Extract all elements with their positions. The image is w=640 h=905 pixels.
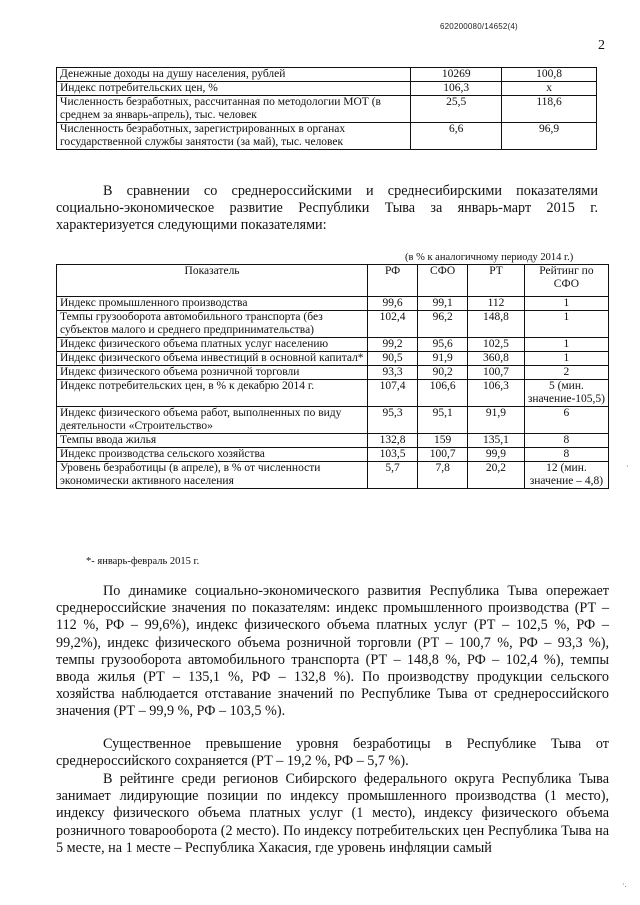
indicator-cell: Уровень безработицы (в апреле), в % от численности экономически активного населения: [57, 462, 368, 489]
footnote: *- январь-февраль 2015 г.: [86, 556, 200, 567]
row-label: Численность безработных, рассчитанная по методологии МОТ (в среднем за январь-апрель), тыс. человек: [57, 96, 411, 123]
indicator-cell: Темпы грузооборота автомобильного транспорта (без субъектов малого и среднего предпринимательства): [57, 311, 368, 338]
paragraph-dynamics: По динамике социально-экономического развития Республика Тыва опережает среднероссийские значения по показателям: индекс промышленного производства (РТ – 112 %, РФ – 99,6%), индекс физического объема платных услуг (РТ – 102,5 %, РФ – 99,2%), индекс физического объема розничной торговли (РТ – 100,7 %, РФ – 93,3 %), темпы грузооборота автомобильного транспорта (РТ – 148,8 %, РФ – 102,4 %), темпы ввода жилья (РТ – 135,1 %, РФ – 132,8 %). По производству продукции сельского хозяйства наблюдается отставание значений по Республике Тыва от среднероссийского значения (РТ – 99,9 %, РФ – 103,5 %).: [56, 583, 609, 720]
rf-cell: 90,5: [368, 352, 418, 366]
row-percent: 100,8: [502, 68, 597, 82]
comparison-table-row: [57, 380, 609, 407]
sfo-cell: 7,8: [418, 462, 468, 489]
sfo-cell: 95,6: [418, 338, 468, 352]
rt-cell: 112: [468, 297, 525, 311]
comparison-table-row: [57, 311, 609, 338]
rf-cell: 99,6: [368, 297, 418, 311]
sfo-cell: 95,1: [418, 407, 468, 434]
sfo-cell: 106,6: [418, 380, 468, 407]
rt-cell: 20,2: [468, 462, 525, 489]
rf-cell: 5,7: [368, 462, 418, 489]
income-table-row: [57, 68, 597, 82]
rt-cell: 100,7: [468, 366, 525, 380]
income-table: [56, 67, 597, 150]
row-percent: x: [502, 82, 597, 96]
rt-cell: 148,8: [468, 311, 525, 338]
comparison-table-row: [57, 366, 609, 380]
rt-cell: 360,8: [468, 352, 525, 366]
indicator-cell: Индекс физического объема работ, выполненных по виду деятельности «Строительство»: [57, 407, 368, 434]
header-sfo: СФО: [418, 265, 468, 297]
row-percent: 118,6: [502, 96, 597, 123]
indicator-cell: Индекс производства сельского хозяйства: [57, 448, 368, 462]
rf-cell: 99,2: [368, 338, 418, 352]
margin-mark-top: ·: [626, 462, 629, 471]
sfo-cell: 91,9: [418, 352, 468, 366]
rt-cell: 135,1: [468, 434, 525, 448]
rank-cell: 2: [524, 366, 608, 380]
comparison-table-row: [57, 407, 609, 434]
row-value: 106,3: [411, 82, 502, 96]
income-table-row: [57, 96, 597, 123]
margin-mark-bottom: ·.: [622, 880, 627, 889]
indicator-cell: Индекс физического объема розничной торговли: [57, 366, 368, 380]
income-table-row: [57, 123, 597, 150]
rank-cell: 1: [524, 297, 608, 311]
indicator-cell: Индекс физического объема инвестиций в основной капитал*: [57, 352, 368, 366]
rank-cell: 5 (мин. значение-105,5): [524, 380, 608, 407]
comparison-table-row: [57, 434, 609, 448]
rank-cell: 8: [524, 434, 608, 448]
rf-cell: 132,8: [368, 434, 418, 448]
rt-cell: 99,9: [468, 448, 525, 462]
row-value: 10269: [411, 68, 502, 82]
comparison-header-row: [57, 265, 609, 297]
row-label: Денежные доходы на душу населения, рублей: [57, 68, 411, 82]
paragraph-rating: В рейтинге среди регионов Сибирского федерального округа Республика Тыва занимает лидирующие позиции по индексу промышленного производства (1 место), индексу физического объема платных услуг (1 место), индексу физического объема розничного товарооборота (2 место). По индексу потребительских цен Республика Тыва на 5 месте, на 1 месте – Республика Хакасия, где уровень инфляции самый: [56, 771, 609, 856]
row-label: Индекс потребительских цен, %: [57, 82, 411, 96]
rt-cell: 106,3: [468, 380, 525, 407]
row-percent: 96,9: [502, 123, 597, 150]
rank-cell: 1: [524, 352, 608, 366]
paragraph-unemployment: Существенное превышение уровня безработицы в Республике Тыва от среднероссийского сохраняется (РТ – 19,2 %, РФ – 5,7 %).: [56, 736, 609, 770]
row-value: 6,6: [411, 123, 502, 150]
rf-cell: 103,5: [368, 448, 418, 462]
rank-cell: 1: [524, 311, 608, 338]
sfo-cell: 159: [418, 434, 468, 448]
sfo-cell: 90,2: [418, 366, 468, 380]
comparison-table: [56, 264, 609, 489]
indicator-cell: Индекс промышленного производства: [57, 297, 368, 311]
sfo-cell: 100,7: [418, 448, 468, 462]
page-number: 2: [598, 38, 605, 53]
rf-cell: 93,3: [368, 366, 418, 380]
row-value: 25,5: [411, 96, 502, 123]
rank-cell: 12 (мин. значение – 4,8): [524, 462, 608, 489]
comparison-table-row: [57, 297, 609, 311]
header-rank: Рейтинг по СФО: [524, 265, 608, 297]
sfo-cell: 99,1: [418, 297, 468, 311]
comparison-table-row: [57, 352, 609, 366]
rank-cell: 1: [524, 338, 608, 352]
rt-cell: 102,5: [468, 338, 525, 352]
header-indicator: Показатель: [57, 265, 368, 297]
indicator-cell: Темпы ввода жилья: [57, 434, 368, 448]
comparison-table-row: [57, 448, 609, 462]
sfo-cell: 96,2: [418, 311, 468, 338]
comparison-table-row: [57, 338, 609, 352]
indicator-cell: Индекс потребительских цен, в % к декабрю 2014 г.: [57, 380, 368, 407]
rt-cell: 91,9: [468, 407, 525, 434]
header-rt: РТ: [468, 265, 525, 297]
rf-cell: 95,3: [368, 407, 418, 434]
table-period-note: (в % к аналогичному периоду 2014 г.): [405, 252, 574, 263]
rf-cell: 107,4: [368, 380, 418, 407]
document-id: 620200080/14652(4): [440, 22, 518, 31]
row-label: Численность безработных, зарегистрированных в органах государственной службы занятости (за май), тыс. человек: [57, 123, 411, 150]
rank-cell: 6: [524, 407, 608, 434]
income-table-row: [57, 82, 597, 96]
header-rf: РФ: [368, 265, 418, 297]
indicator-cell: Индекс физического объема платных услуг населению: [57, 338, 368, 352]
comparison-table-row: [57, 462, 609, 489]
rf-cell: 102,4: [368, 311, 418, 338]
rank-cell: 8: [524, 448, 608, 462]
intro-paragraph: В сравнении со среднероссийскими и среднесибирскими показателями социально-экономическое развитие Республики Тыва за январь-март 2015 г. характеризуется следующими показателями:: [56, 183, 598, 234]
